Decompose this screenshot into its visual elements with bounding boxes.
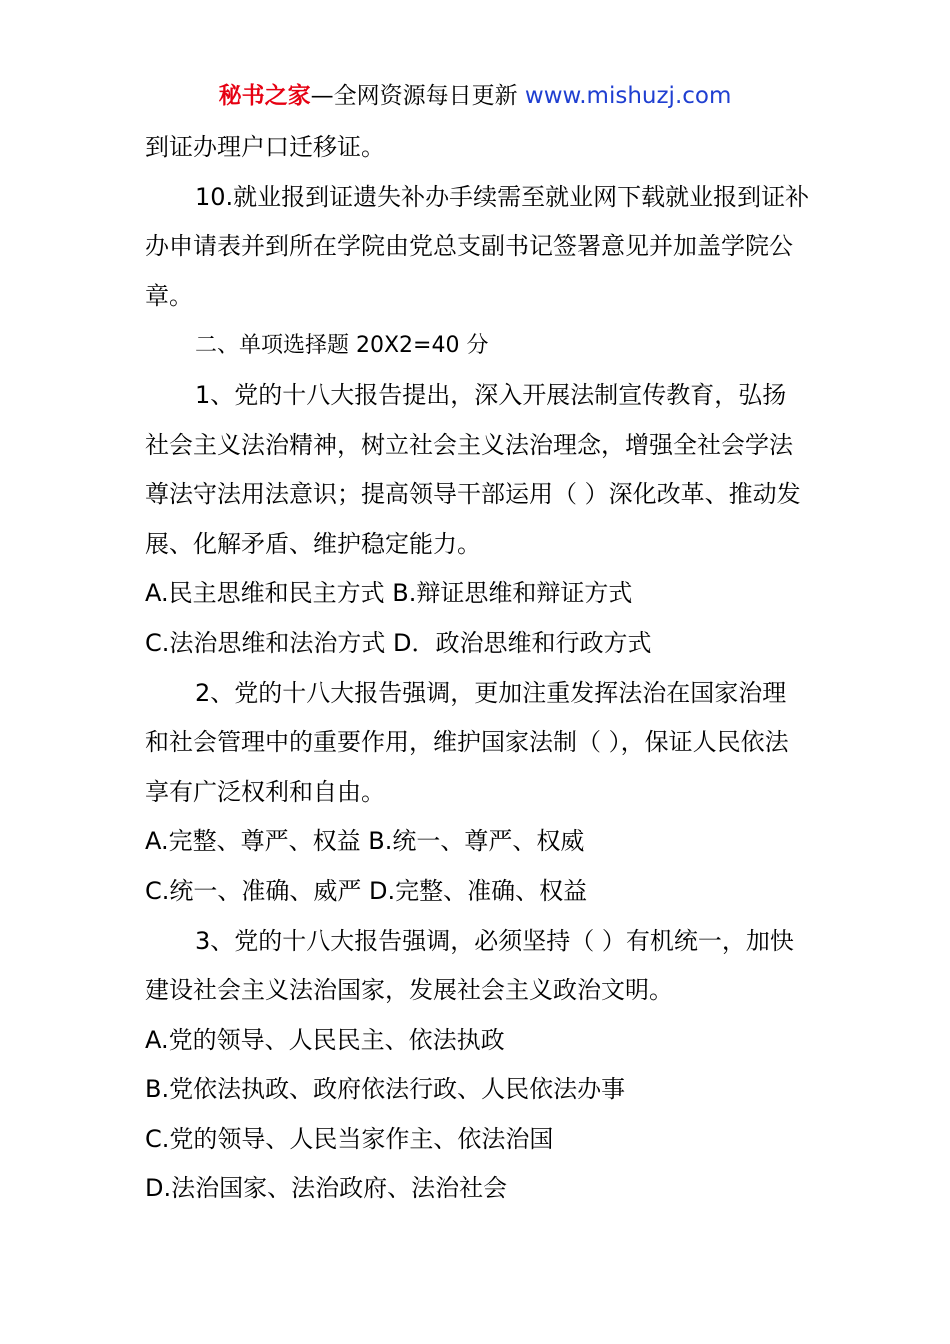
brand-name: 秘书之家	[218, 83, 311, 109]
header-tagline: —全网资源每日更新	[310, 83, 525, 109]
site-url: www.mishuzj.com	[524, 83, 732, 109]
page-header	[0, 80, 950, 112]
paragraph-continuation: 到证办理户口迁移证。	[145, 133, 385, 161]
question-2-options-ab: A.完整、尊严、权益 B.统一、尊严、权威	[145, 827, 585, 856]
question-1-stem: 1、党的十八大报告提出，深入开展法制宣传教育，弘扬社会主义法治精神，树立社会主义法治理念，增强全社会学法尊法守法用法意识；提高领导干部运用（ ）深化改革、推动发展、化解矛盾、维护稳定能力。	[145, 380, 801, 558]
document-body	[145, 123, 810, 1214]
question-2-stem: 2、党的十八大报告强调，更加注重发挥法治在国家治理和社会管理中的重要作用，维护国家法制（ ），保证人民依法享有广泛权利和自由。	[145, 678, 789, 806]
question-1-options-ab: A.民主思维和民主方式 B.辩证思维和辩证方式	[145, 579, 633, 608]
question-3-stem: 3、党的十八大报告强调，必须坚持（ ）有机统一，加快建设社会主义法治国家，发展社会主义政治文明。	[145, 926, 794, 1005]
question-3-option-a: A.党的领导、人民民主、依法执政	[145, 1025, 505, 1054]
question-3-option-b: B.党依法执政、政府依法行政、人民依法办事	[145, 1075, 626, 1104]
question-3-option-c: C.党的领导、人民当家作主、依法治国	[145, 1124, 554, 1153]
question-2-options-cd: C.统一、准确、威严 D.完整、准确、权益	[145, 876, 588, 905]
question-3-option-d: D.法治国家、法治政府、法治社会	[145, 1174, 508, 1203]
paragraph-item-10: 10.就业报到证遗失补办手续需至就业网下载就业报到证补办申请表并到所在学院由党总支副书记签署意见并加盖学院公章。	[145, 182, 810, 310]
question-1-options-cd: C.法治思维和法治方式 D．政治思维和行政方式	[145, 628, 652, 657]
section-title: 二、单项选择题 20X2=40 分	[195, 333, 489, 359]
